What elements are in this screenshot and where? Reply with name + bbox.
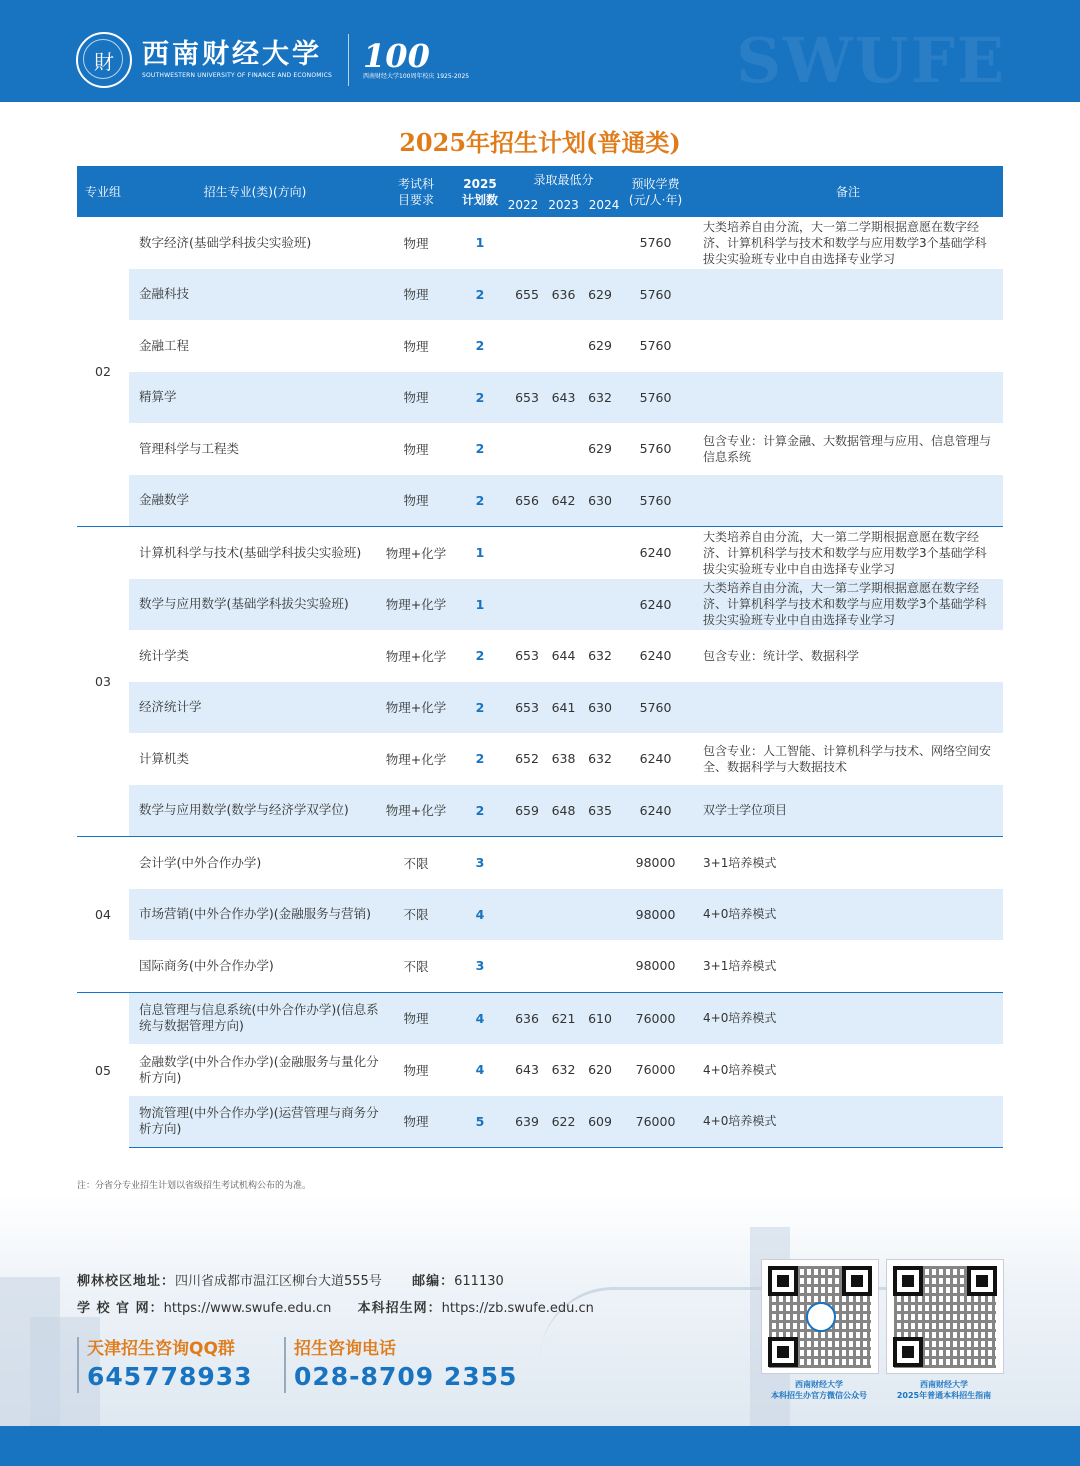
score-2023 (545, 423, 582, 475)
remark: 大类培养自由分流，大一第二学期根据意愿在数字经济、计算机科学与技术和数学与应用数学3个基础学科拔尖实验班专业中自由选择专业学习 (703, 219, 987, 266)
subject-requirement: 物理+化学 (385, 648, 447, 664)
header-banner (0, 0, 1080, 102)
wechat-qr-code[interactable] (761, 1259, 879, 1374)
score-2023 (545, 320, 582, 372)
score-2024: 620 (588, 1062, 612, 1078)
remark: 4+0培养模式 (693, 1096, 1003, 1148)
remark: 双学士学位项目 (693, 785, 1003, 837)
table-row (77, 733, 1003, 785)
tuition-fee: 76000 (618, 992, 693, 1044)
header-subject-req: 考试科目要求 (381, 166, 451, 217)
table-row (77, 372, 1003, 424)
anniversary-logo: 100 西南财经大学100周年校庆 1925-2025 (363, 36, 470, 80)
subject-requirement: 物理+化学 (385, 751, 447, 767)
tuition-fee: 76000 (618, 1096, 693, 1148)
score-2022: 655 (509, 269, 545, 321)
remark (693, 269, 1003, 321)
admission-site-link[interactable]: https://zb.swufe.edu.cn (441, 1301, 594, 1316)
header-note: 备注 (693, 166, 1003, 217)
score-2022 (509, 217, 545, 269)
postcode: 611130 (454, 1274, 504, 1289)
plan-count: 2 (451, 682, 509, 734)
remark (693, 475, 1003, 527)
group-id: 04 (77, 837, 129, 993)
score-2023: 644 (551, 648, 576, 664)
score-2022 (509, 423, 545, 475)
score-2022: 652 (515, 751, 539, 767)
table-row (77, 940, 1003, 992)
score-2024: 630 (582, 475, 618, 527)
plan-count: 4 (451, 889, 509, 941)
score-2024 (582, 217, 618, 269)
score-2022: 639 (509, 1096, 545, 1148)
phone-number[interactable]: 028-8709 2355 (294, 1362, 518, 1391)
score-2024: 632 (582, 372, 618, 424)
major-name: 会计学(中外合作办学) (129, 837, 381, 889)
score-2022 (509, 579, 545, 631)
tuition-fee: 5760 (618, 682, 693, 734)
tuition-fee: 6240 (618, 527, 693, 579)
table-row (77, 423, 1003, 475)
major-name: 金融数学(中外合作办学)(金融服务与量化分析方向) (139, 1053, 379, 1085)
major-name: 经济统计学 (129, 682, 381, 734)
score-2022 (509, 889, 545, 941)
group-id: 03 (77, 527, 129, 837)
score-2022: 653 (509, 682, 545, 734)
subject-requirement: 物理 (381, 372, 451, 424)
subject-requirement: 物理+化学 (381, 682, 451, 734)
tuition-fee: 98000 (618, 837, 693, 889)
guide-qr-caption: 西南财经大学 2025年普通本科招生指南 (896, 1380, 992, 1400)
remark: 4+0培养模式 (693, 889, 1003, 941)
plan-count: 2 (451, 785, 509, 837)
score-2024 (582, 527, 618, 579)
plan-count: 1 (475, 235, 485, 251)
major-name: 金融科技 (129, 269, 381, 321)
score-2024 (582, 837, 618, 889)
score-2023 (545, 837, 582, 889)
remark (693, 682, 1003, 734)
table-row (77, 837, 1003, 889)
plan-count: 2 (451, 475, 509, 527)
score-2024 (582, 579, 618, 631)
score-2023 (545, 217, 582, 269)
watermark: SWUFE (736, 24, 1006, 97)
score-2022: 653 (509, 372, 545, 424)
plan-count: 2 (475, 338, 485, 354)
plan-count: 4 (475, 1062, 485, 1078)
score-2024: 632 (588, 751, 612, 767)
major-name: 市场营销(中外合作办学)(金融服务与营销) (129, 889, 381, 941)
qq-group-block: 天津招生咨询QQ群 645778933 (77, 1337, 253, 1393)
admission-plan-table (77, 166, 1003, 1148)
table-row (77, 217, 1003, 269)
score-2023 (545, 940, 582, 992)
major-name: 信息管理与信息系统(中外合作办学)(信息系统与数据管理方向) (129, 992, 381, 1044)
school-logo-icon (806, 1302, 836, 1332)
score-2023: 622 (545, 1096, 582, 1148)
table-row (77, 992, 1003, 1044)
table-row (77, 475, 1003, 527)
subject-requirement: 物理+化学 (381, 527, 451, 579)
score-2024: 630 (582, 682, 618, 734)
score-2024 (582, 889, 618, 941)
table-row (77, 682, 1003, 734)
tuition-fee: 98000 (618, 889, 693, 941)
tuition-fee: 6240 (618, 579, 693, 631)
plan-count: 1 (451, 527, 509, 579)
subject-requirement: 不限 (403, 958, 429, 974)
remark: 3+1培养模式 (703, 958, 777, 973)
score-2024: 635 (582, 785, 618, 837)
subject-requirement: 物理 (381, 475, 451, 527)
score-2023 (545, 579, 582, 631)
university-name-cn: 西南财经大学 (142, 39, 322, 70)
major-name: 计算机类 (139, 750, 190, 766)
guide-qr-code[interactable] (886, 1259, 1004, 1374)
subject-requirement: 物理+化学 (381, 785, 451, 837)
plan-count: 4 (451, 992, 509, 1044)
table-row (77, 1096, 1003, 1148)
score-2023: 632 (551, 1062, 576, 1078)
plan-count: 1 (451, 579, 509, 631)
score-2024: 609 (582, 1096, 618, 1148)
major-name: 数字经济(基础学科拔尖实验班) (139, 234, 312, 250)
tuition-fee: 5760 (618, 475, 693, 527)
remark: 4+0培养模式 (693, 992, 1003, 1044)
major-name: 统计学类 (139, 647, 190, 663)
table-row (77, 889, 1003, 941)
table-row (77, 1044, 1003, 1096)
remark: 大类培养自由分流，大一第二学期根据意愿在数字经济、计算机科学与技术和数学与应用数学3个基础学科拔尖实验班专业中自由选择专业学习 (693, 527, 1003, 579)
subject-requirement: 物理 (403, 1062, 429, 1078)
header-major: 招生专业(类)(方向) (129, 166, 381, 217)
score-2022: 636 (509, 992, 545, 1044)
score-2022: 656 (509, 475, 545, 527)
major-name: 数学与应用数学(数学与经济学双学位) (129, 785, 381, 837)
score-2023: 636 (545, 269, 582, 321)
table-header-row (77, 166, 1003, 217)
university-seal-icon: 財 (76, 32, 132, 88)
score-2023: 642 (545, 475, 582, 527)
footer-bar (0, 1426, 1080, 1466)
university-name-en: SOUTHWESTERN UNIVERSITY OF FINANCE AND ECONOMICS (142, 72, 333, 79)
plan-count: 2 (451, 269, 509, 321)
plan-count: 2 (475, 751, 485, 767)
major-name: 金融数学 (129, 475, 381, 527)
score-2023 (545, 527, 582, 579)
table-row (77, 269, 1003, 321)
university-logo (76, 32, 469, 88)
tuition-fee: 6240 (639, 648, 672, 664)
score-2022 (509, 527, 545, 579)
subject-requirement: 不限 (381, 837, 451, 889)
remark (693, 320, 1003, 372)
phone-block: 招生咨询电话 028-8709 2355 (284, 1337, 517, 1393)
plan-count: 2 (475, 441, 485, 457)
major-name: 物流管理(中外合作办学)(运营管理与商务分析方向) (129, 1096, 381, 1148)
remark: 包含专业：计算金融、大数据管理与应用、信息管理与信息系统 (703, 433, 992, 464)
website-link[interactable]: https://www.swufe.edu.cn (163, 1301, 332, 1316)
header-group: 专业组 (77, 166, 129, 217)
subject-requirement: 不限 (381, 889, 451, 941)
tuition-fee: 6240 (639, 751, 672, 767)
score-2024 (582, 940, 618, 992)
plan-count: 2 (475, 648, 485, 664)
address: 四川省成都市温江区柳台大道555号 (175, 1274, 382, 1289)
score-2022 (509, 940, 545, 992)
header-year-2022: 2022 (507, 198, 539, 212)
subject-requirement: 物理 (403, 338, 429, 354)
major-name: 管理科学与工程类 (139, 440, 240, 456)
score-2023 (545, 889, 582, 941)
remark: 包含专业：人工智能、计算机科学与技术、网络空间安全、数据科学与大数据技术 (703, 743, 992, 774)
major-name: 精算学 (129, 372, 381, 424)
remark: 3+1培养模式 (693, 837, 1003, 889)
qq-number[interactable]: 645778933 (87, 1362, 253, 1391)
subject-requirement: 物理+化学 (381, 579, 451, 631)
remark: 4+0培养模式 (703, 1062, 777, 1077)
table-row (77, 320, 1003, 372)
subject-requirement: 物理 (381, 1096, 451, 1148)
score-2024: 632 (588, 648, 612, 664)
score-2023: 641 (545, 682, 582, 734)
subject-requirement: 物理 (381, 269, 451, 321)
tuition-fee: 5760 (618, 372, 693, 424)
subject-requirement: 物理 (403, 235, 429, 251)
score-2023: 648 (545, 785, 582, 837)
score-2023: 638 (551, 751, 576, 767)
subject-requirement: 物理 (403, 441, 429, 457)
header-plan: 2025 计划数 (451, 166, 509, 217)
plan-count: 5 (451, 1096, 509, 1148)
website-line: 学 校 官 网：https://www.swufe.edu.cn 本科招生网：https://zb.swufe.edu.cn (77, 1301, 594, 1316)
score-2022: 643 (515, 1062, 539, 1078)
tuition-fee: 5760 (618, 269, 693, 321)
remark (693, 372, 1003, 424)
table-row (77, 630, 1003, 682)
tuition-fee: 5760 (639, 338, 672, 354)
score-2022: 653 (515, 648, 539, 664)
address-line: 柳林校区地址：四川省成都市温江区柳台大道555号 邮编：611130 (77, 1274, 504, 1289)
tuition-fee: 98000 (635, 958, 676, 974)
remark: 包含专业：统计学、数据科学 (703, 648, 860, 663)
table-row (77, 785, 1003, 837)
score-2024: 629 (588, 441, 612, 457)
subject-requirement: 物理 (381, 992, 451, 1044)
logo-divider (348, 34, 349, 86)
score-2024: 629 (582, 269, 618, 321)
major-name: 数学与应用数学(基础学科拔尖实验班) (129, 579, 381, 631)
header-year-2024: 2024 (588, 198, 620, 212)
tuition-fee: 6240 (618, 785, 693, 837)
major-name: 国际商务(中外合作办学) (139, 957, 274, 973)
table-row (77, 579, 1003, 631)
score-2022 (509, 320, 545, 372)
score-2024: 610 (582, 992, 618, 1044)
header-fee: 预收学费(元/人·年) (618, 166, 693, 217)
score-2024: 629 (588, 338, 612, 354)
tuition-fee: 5760 (639, 441, 672, 457)
major-name: 计算机科学与技术(基础学科拔尖实验班) (129, 527, 381, 579)
group-id: 05 (77, 992, 129, 1148)
tuition-fee: 5760 (639, 235, 672, 251)
score-2023: 643 (545, 372, 582, 424)
group-id: 02 (77, 217, 129, 527)
plan-count: 2 (451, 372, 509, 424)
page-title: 2025年招生计划(普通类) (399, 128, 681, 157)
score-2023: 621 (545, 992, 582, 1044)
header-year-2023: 2023 (548, 198, 579, 212)
header-min-score: 录取最低分 2022 2023 2024 (509, 166, 618, 217)
plan-count: 3 (451, 837, 509, 889)
major-name: 金融工程 (139, 337, 190, 353)
footnote: 注：分省分专业招生计划以省级招生考试机构公布的为准。 (77, 1181, 312, 1191)
wechat-qr-caption: 西南财经大学 本科招生办官方微信公众号 (771, 1380, 867, 1400)
table-row (77, 527, 1003, 579)
plan-count: 3 (475, 958, 485, 974)
remark: 大类培养自由分流，大一第二学期根据意愿在数字经济、计算机科学与技术和数学与应用数学3个基础学科拔尖实验班专业中自由选择专业学习 (693, 579, 1003, 631)
tuition-fee: 76000 (635, 1062, 676, 1078)
score-2022: 659 (509, 785, 545, 837)
score-2022 (509, 837, 545, 889)
